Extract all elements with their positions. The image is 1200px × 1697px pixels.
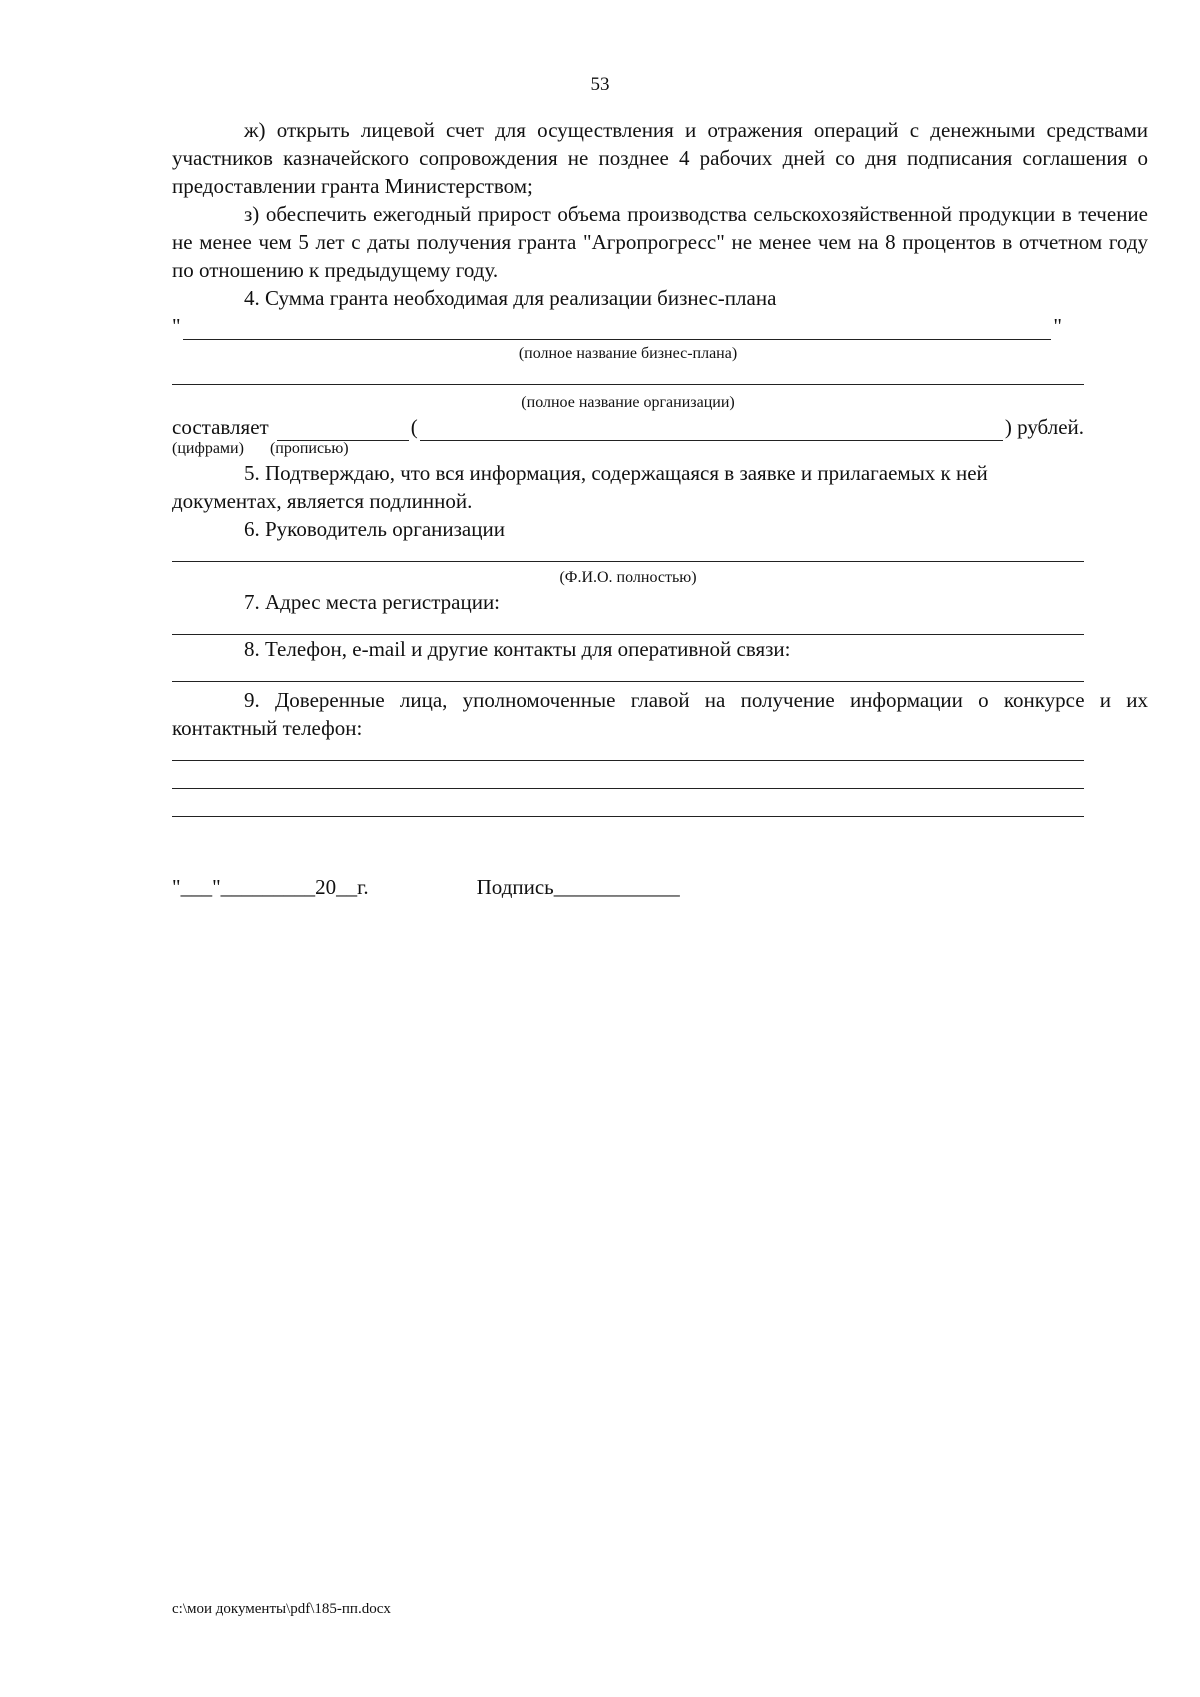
organization-blank[interactable]	[172, 384, 1084, 385]
trusted-person-blank-2[interactable]	[172, 788, 1084, 789]
footer-file-path: c:\мои документы\pdf\185-пп.docx	[172, 1601, 391, 1617]
paragraph-zh: ж) открыть лицевой счет для осуществления и отражения операций с денежными средствами участников казначейского сопровождения не позднее 4 рабочих дней со дня подписания соглашения о предоставлении гранта Министерством;	[172, 118, 1148, 198]
paragraph-7: 7. Адрес места регистрации:	[244, 590, 501, 614]
director-blank[interactable]	[172, 561, 1084, 562]
paragraph-9: 9. Доверенные лица, уполномоченные главой на получение информации о конкурсе и их контактный телефон:	[172, 688, 1148, 740]
amount-prefix: составляет	[172, 415, 269, 439]
document-body	[172, 116, 1148, 901]
paragraph-4: 4. Сумма гранта необходимая для реализации бизнес-плана	[244, 286, 777, 310]
words-caption: (прописью)	[269, 440, 349, 457]
amount-captions	[172, 439, 1148, 459]
amount-open-paren: (	[410, 415, 418, 439]
digits-caption: (цифрами)	[172, 440, 244, 457]
amount-suffix: ) рублей.	[1004, 415, 1084, 439]
open-quote: "	[172, 314, 181, 338]
trusted-person-blank-3[interactable]	[172, 816, 1084, 817]
fio-caption: (Ф.И.О. полностью)	[559, 569, 697, 586]
paragraph-8: 8. Телефон, e-mail и другие контакты для оперативной связи:	[244, 637, 791, 661]
organization-caption: (полное название организации)	[521, 394, 735, 411]
signature-label: Подпись____________	[476, 875, 680, 899]
contacts-blank[interactable]	[172, 681, 1084, 682]
paragraph-5: 5. Подтверждаю, что вся информация, содержащаяся в заявке и прилагаемых к ней документах, является подлинной.	[172, 461, 988, 513]
page-number: 53	[590, 74, 610, 95]
amount-words-blank[interactable]	[420, 422, 1003, 441]
trusted-person-blank-1[interactable]	[172, 760, 1084, 761]
amount-line	[172, 413, 1084, 441]
paragraph-6: 6. Руководитель организации	[244, 517, 505, 541]
paragraph-z: з) обеспечить ежегодный прирост объема производства сельскохозяйственной продукции в течение не менее чем 5 лет с даты получения гранта "Агропрогресс" не менее чем на 8 процентов в отчетном году по отношению к предыдущему году.	[172, 202, 1148, 282]
business-plan-line	[172, 312, 1062, 340]
close-quote: "	[1053, 314, 1062, 338]
business-plan-caption: (полное название бизнес-плана)	[518, 345, 738, 362]
signature-date: "___"_________20__г.	[172, 875, 369, 899]
signature-line	[172, 873, 1148, 901]
business-plan-blank[interactable]	[183, 321, 1052, 340]
